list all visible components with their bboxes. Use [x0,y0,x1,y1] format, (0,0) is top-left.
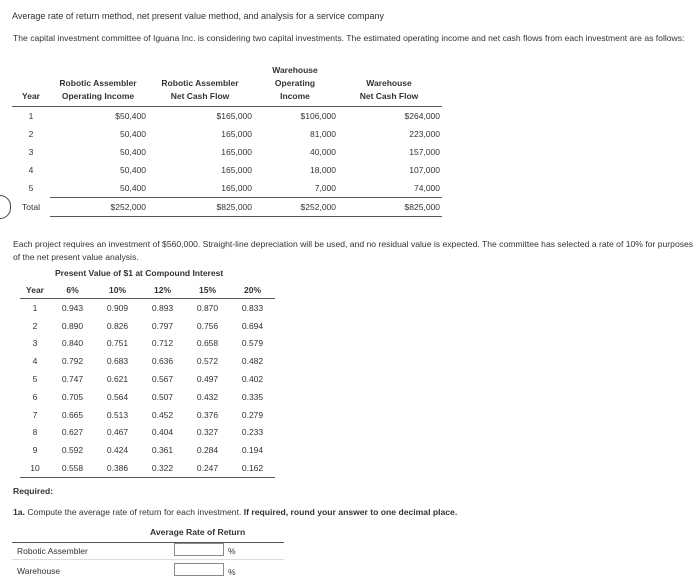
total-warehouse-income: $252,000 [254,198,338,217]
pv-cell: 0.564 [106,391,129,402]
pv-cell: 2 [32,320,38,331]
pv-row [20,424,275,442]
pv-cell: 0.893 [151,302,174,313]
cell-robotic-cash: 165,000 [221,147,252,157]
cell-warehouse-cash: 157,000 [409,147,440,157]
pv-cell: 0.567 [151,374,174,385]
pv-cell: 5 [32,374,38,385]
pv-cell: 0.909 [106,302,129,313]
scroll-marker-icon [0,195,11,219]
pv-cell: 8 [32,427,38,438]
pv-cell: 0.636 [151,356,174,367]
pv-cell: 0.621 [106,374,129,385]
pv-cell: 0.376 [196,409,219,420]
cell-warehouse-income: 40,000 [310,147,336,157]
cell-year: 5 [28,183,34,194]
pv-header: Year [20,282,50,299]
cell-robotic-income: 50,400 [120,165,146,175]
pv-cell: 0.694 [241,320,264,331]
pv-header: 15% [185,282,230,299]
cell-warehouse-income: $106,000 [300,111,336,121]
pv-cell: 0.279 [241,409,264,420]
col-year: Year [12,64,50,107]
cell-year: 4 [28,165,34,175]
pv-cell: 0.833 [241,302,264,313]
pv-header: 12% [140,282,185,299]
table-row [12,143,442,161]
pv-cell: 0.361 [151,445,174,456]
total-warehouse-cash: $825,000 [338,198,442,217]
pv-cell: 0.424 [106,445,129,456]
col-warehouse-cash: Warehouse Net Cash Flow [338,64,442,107]
table-row [12,107,442,126]
answer-row-divider [12,559,284,560]
pv-cell: 0.751 [106,338,129,349]
col-robotic-income: Robotic Assembler Operating Income [50,64,148,107]
cell-year: 2 [28,129,34,139]
cell-robotic-cash: 165,000 [221,165,252,175]
pv-cell: 0.162 [230,459,275,477]
cell-year: 3 [28,147,34,157]
pv-cell: 0.284 [196,445,219,456]
cell-robotic-cash: 165,000 [221,129,252,139]
pv-cell: 3 [32,338,38,349]
pv-cell: 0.404 [151,427,174,438]
pv-cell: 0.507 [151,391,174,402]
cell-warehouse-cash: 223,000 [409,129,440,139]
pv-row [20,335,275,353]
pv-row [20,317,275,335]
answer-label-robotic: Robotic Assembler [17,546,88,556]
pv-cell: 0.943 [61,302,84,313]
pv-cell: 0.756 [196,320,219,331]
col-robotic-cash: Robotic Assembler Net Cash Flow [148,64,254,107]
pv-cell: 6 [32,391,38,402]
total-label: Total [22,202,40,212]
pv-cell: 0.592 [61,445,84,456]
answer-label-warehouse: Warehouse [17,566,61,576]
pv-cell: 0.322 [140,459,185,477]
pv-cell: 0.747 [61,374,84,385]
col-warehouse-income: Warehouse Operating Income [254,64,338,107]
cell-warehouse-cash: $264,000 [404,111,440,121]
pv-cell: 0.335 [241,391,264,402]
warehouse-rate-input[interactable] [174,563,224,576]
pv-cell: 0.247 [185,459,230,477]
pv-cell: 0.792 [61,356,84,367]
answer-header: Average Rate of Return [150,527,246,537]
cell-robotic-income: 50,400 [120,129,146,139]
cell-warehouse-cash: 107,000 [409,165,440,175]
pv-cell: 0.572 [196,356,219,367]
pv-header: 20% [230,282,275,299]
pv-cell: 0.452 [151,409,174,420]
pv-row [20,352,275,370]
pv-row [20,459,275,477]
pv-cell: 0.826 [106,320,129,331]
cell-warehouse-cash: 74,000 [338,179,442,198]
cell-warehouse-income: 7,000 [254,179,338,198]
total-row [12,198,442,217]
pv-cell: 7 [32,409,38,420]
table-row [12,179,442,198]
cell-robotic-income: 50,400 [50,179,148,198]
table-row [12,161,442,179]
investment-note: Each project requires an investment of $560,000. Straight-line depreciation will be used, and no residual value is expected. The committee has selected a rate of 10% for purposes of the net present value analysis. [13,239,694,262]
robotic-rate-input[interactable] [174,543,224,556]
cell-robotic-cash: 165,000 [148,179,254,198]
pv-header: 6% [50,282,95,299]
pv-cell: 0.497 [196,374,219,385]
pv-cell: 0.627 [61,427,84,438]
required-label: Required: [13,486,54,496]
pv-cell: 1 [32,302,38,313]
table-row [12,125,442,143]
percent-sign-robotic: % [228,546,236,556]
pv-cell: 0.870 [196,302,219,313]
cell-warehouse-income: 18,000 [310,165,336,175]
pv-cell: 0.194 [241,445,264,456]
pv-cell: 0.712 [151,338,174,349]
pv-cell: 0.402 [241,374,264,385]
cell-robotic-cash: $165,000 [216,111,252,121]
pv-header: 10% [95,282,140,299]
cell-robotic-income: 50,400 [120,147,146,157]
pv-cell: 0.658 [196,338,219,349]
pv-table [20,282,275,478]
intro-text: The capital investment committee of Iguana Inc. is considering two capital investments. The estimated operating income and net cash flows from each investment are as follows: [13,33,685,43]
cell-robotic-income: $50,400 [115,111,146,121]
pv-cell: 0.579 [241,338,264,349]
pv-cell: 0.327 [196,427,219,438]
pv-cell: 10 [20,459,50,477]
pv-cell: 9 [32,445,38,456]
total-robotic-income: $252,000 [50,198,148,217]
cell-year: 1 [28,111,34,121]
cell-warehouse-income: 81,000 [310,129,336,139]
pv-cell: 0.233 [241,427,264,438]
question-1a: 1a. Compute the average rate of return for each investment. If required, round your answer to one decimal place. [13,507,458,517]
pv-cell: 0.482 [241,356,264,367]
problem-title: Average rate of return method, net present value method, and analysis for a service company [12,11,385,21]
pv-cell: 0.467 [106,427,129,438]
answer-divider [12,542,284,543]
pv-cell: 4 [32,356,38,367]
pv-row [20,388,275,406]
pv-cell: 0.705 [61,391,84,402]
pv-cell: 0.683 [106,356,129,367]
pv-cell: 0.432 [196,391,219,402]
pv-table-title: Present Value of $1 at Compound Interest [55,268,224,278]
pv-cell: 0.558 [50,459,95,477]
investments-table [12,64,442,217]
pv-cell: 0.840 [61,338,84,349]
pv-row [20,406,275,424]
percent-sign-warehouse: % [228,567,236,577]
pv-cell: 0.513 [106,409,129,420]
pv-row [20,370,275,388]
pv-cell: 0.890 [61,320,84,331]
pv-row [20,441,275,459]
total-robotic-cash: $825,000 [148,198,254,217]
pv-row [20,299,275,317]
pv-cell: 0.797 [151,320,174,331]
pv-cell: 0.665 [61,409,84,420]
pv-cell: 0.386 [95,459,140,477]
